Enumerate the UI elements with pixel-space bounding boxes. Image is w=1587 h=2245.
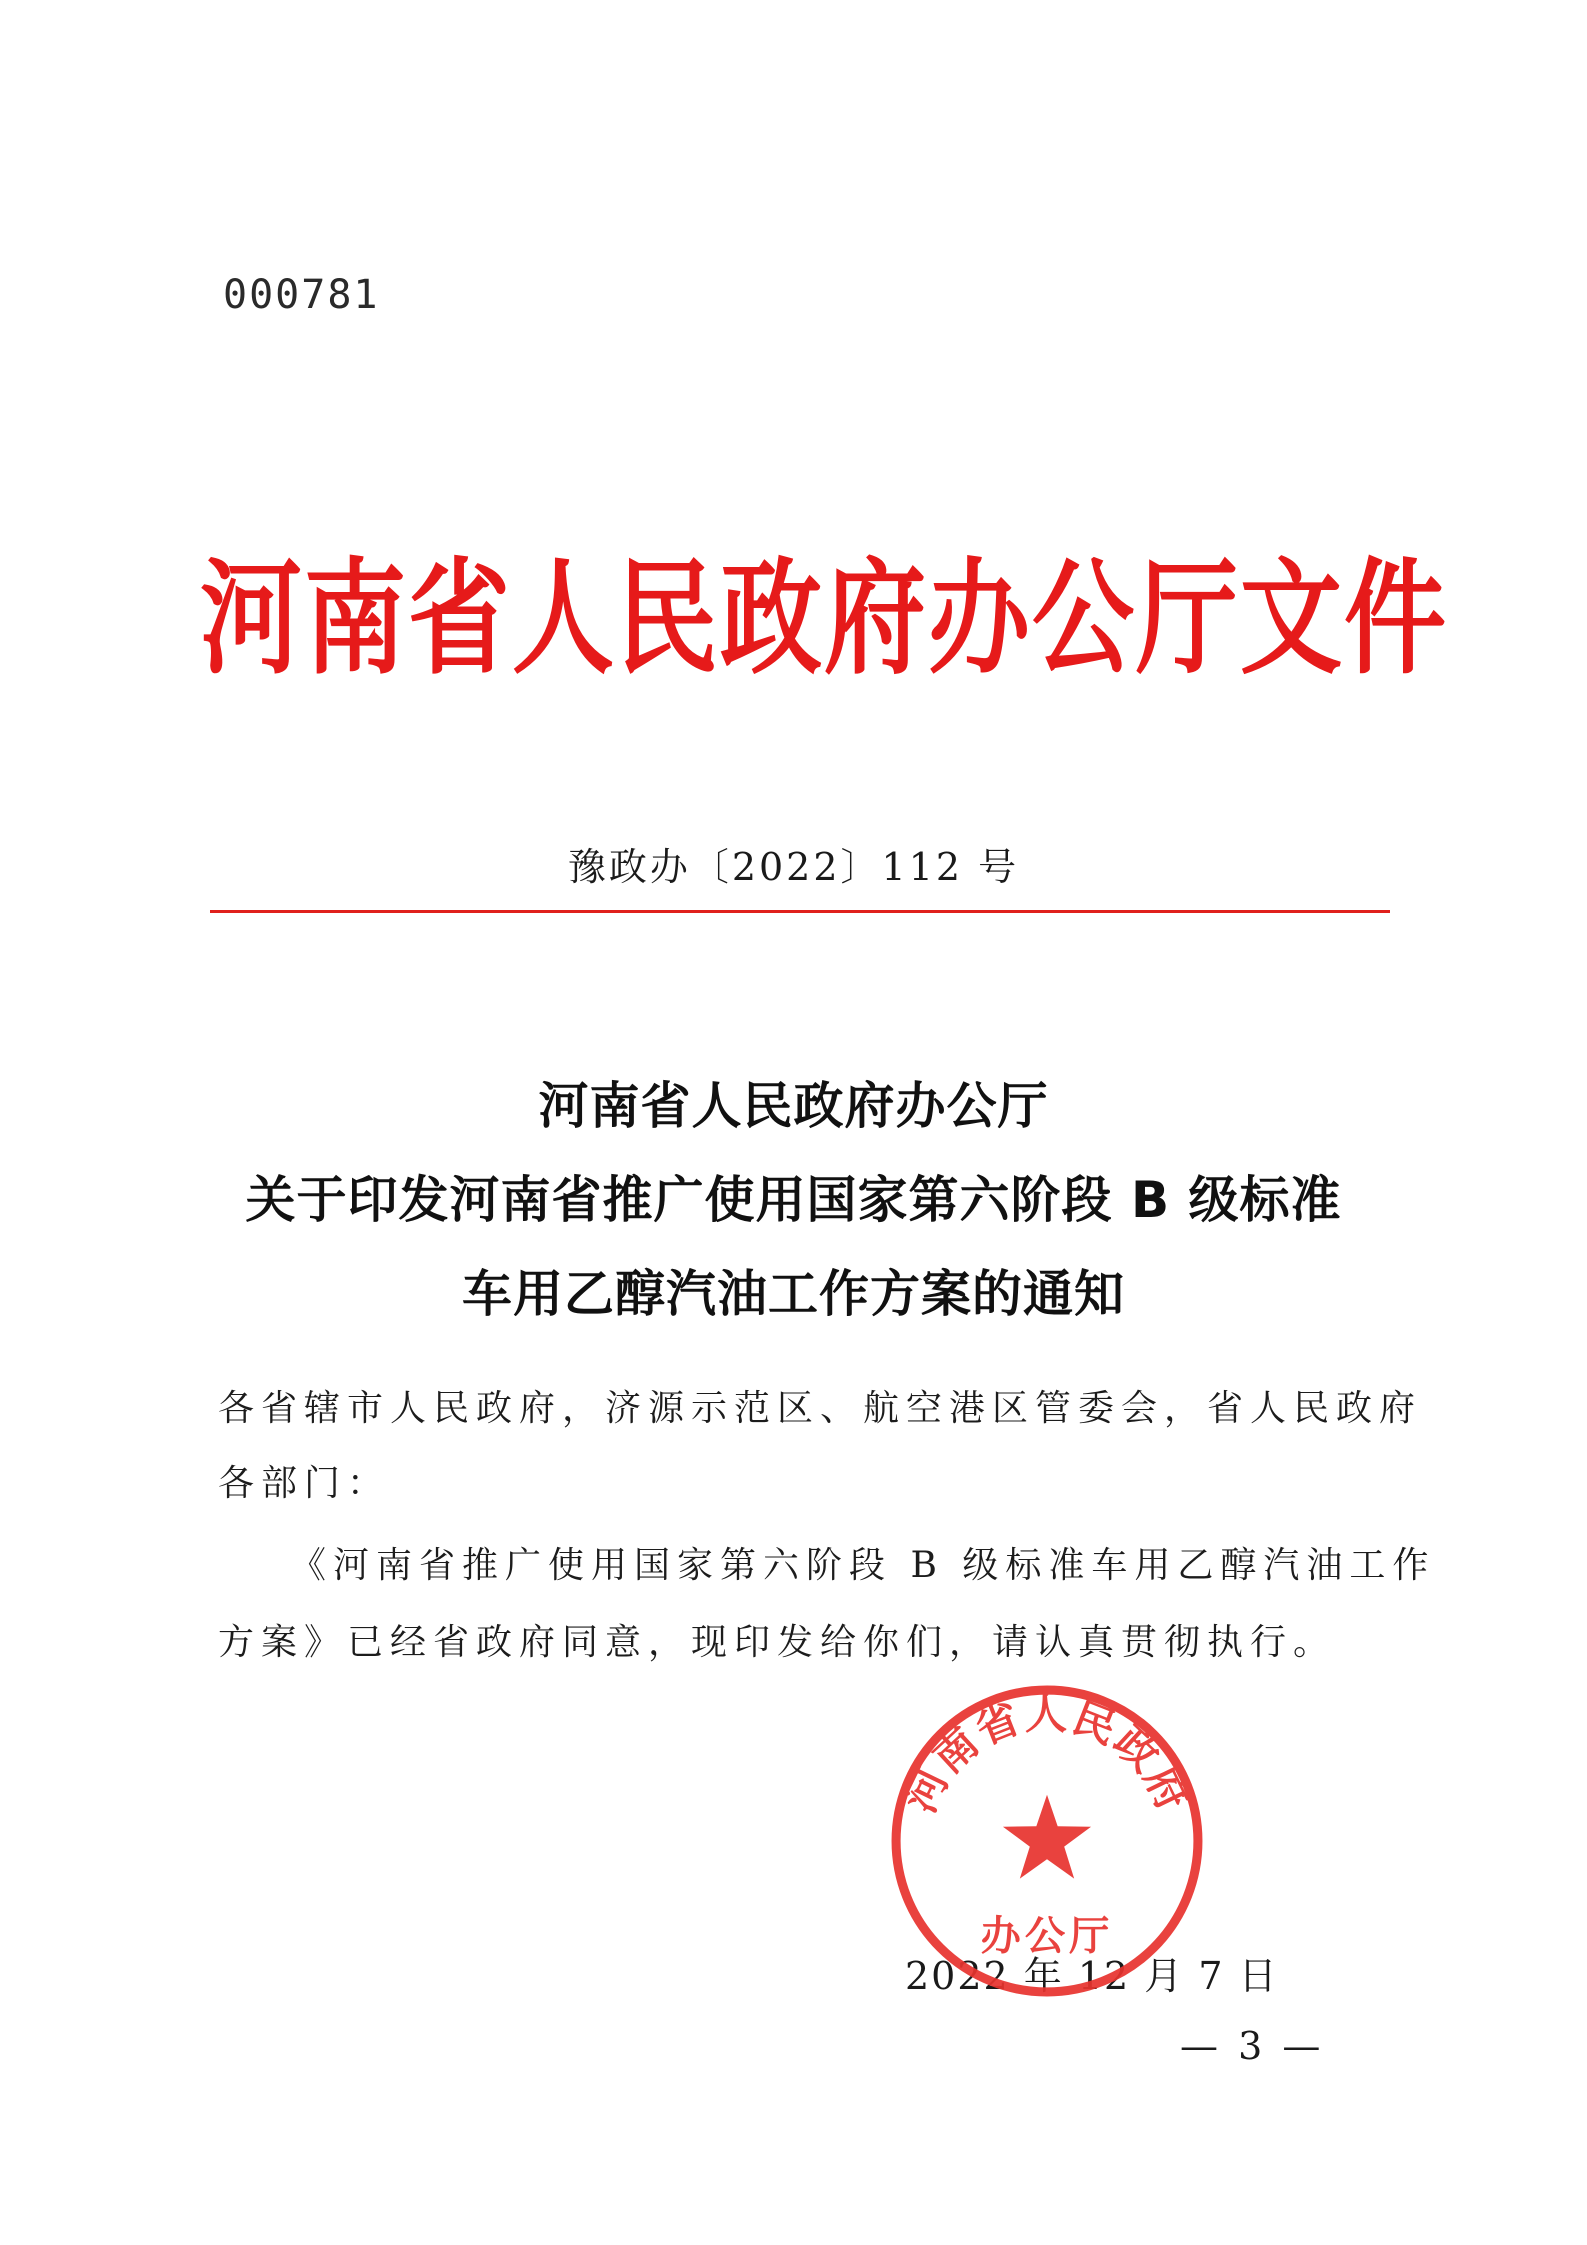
official-seal (886, 1680, 1208, 2002)
seal-arc-text: 河南省人民政府 (895, 1689, 1199, 1820)
red-separator-line (210, 910, 1390, 913)
page-number: — 3 — (1180, 2024, 1325, 2068)
title-line-1: 河南省人民政府办公厅 (538, 1077, 1049, 1135)
title-line-3: 车用乙醇汽油工作方案的通知 (462, 1265, 1125, 1323)
serial-number: 000781 (223, 272, 380, 318)
paragraph-line-2: 方案》已经省政府同意，现印发给你们，请认真贯彻执行。 (218, 1622, 1337, 1663)
title-line-2: 关于印发河南省推广使用国家第六阶段 B 级标准 (245, 1171, 1342, 1229)
issue-date: 2022 年 12 月 7 日 (905, 1954, 1279, 1998)
recipients-line-1: 各省辖市人民政府，济源示范区、航空港区管委会，省人民政府 (218, 1388, 1423, 1429)
star-icon (1003, 1795, 1091, 1879)
recipients-line-2: 各部门： (218, 1463, 391, 1504)
document-number: 豫政办〔2022〕112 号 (567, 845, 1020, 889)
seal-bottom-text: 办公厅 (980, 1913, 1114, 1960)
document-masthead: 河南省人民政府办公厅文件 (200, 546, 1448, 693)
paragraph-line-1: 《河南省推广使用国家第六阶段 B 级标准车用乙醇汽油工作 (290, 1545, 1436, 1586)
